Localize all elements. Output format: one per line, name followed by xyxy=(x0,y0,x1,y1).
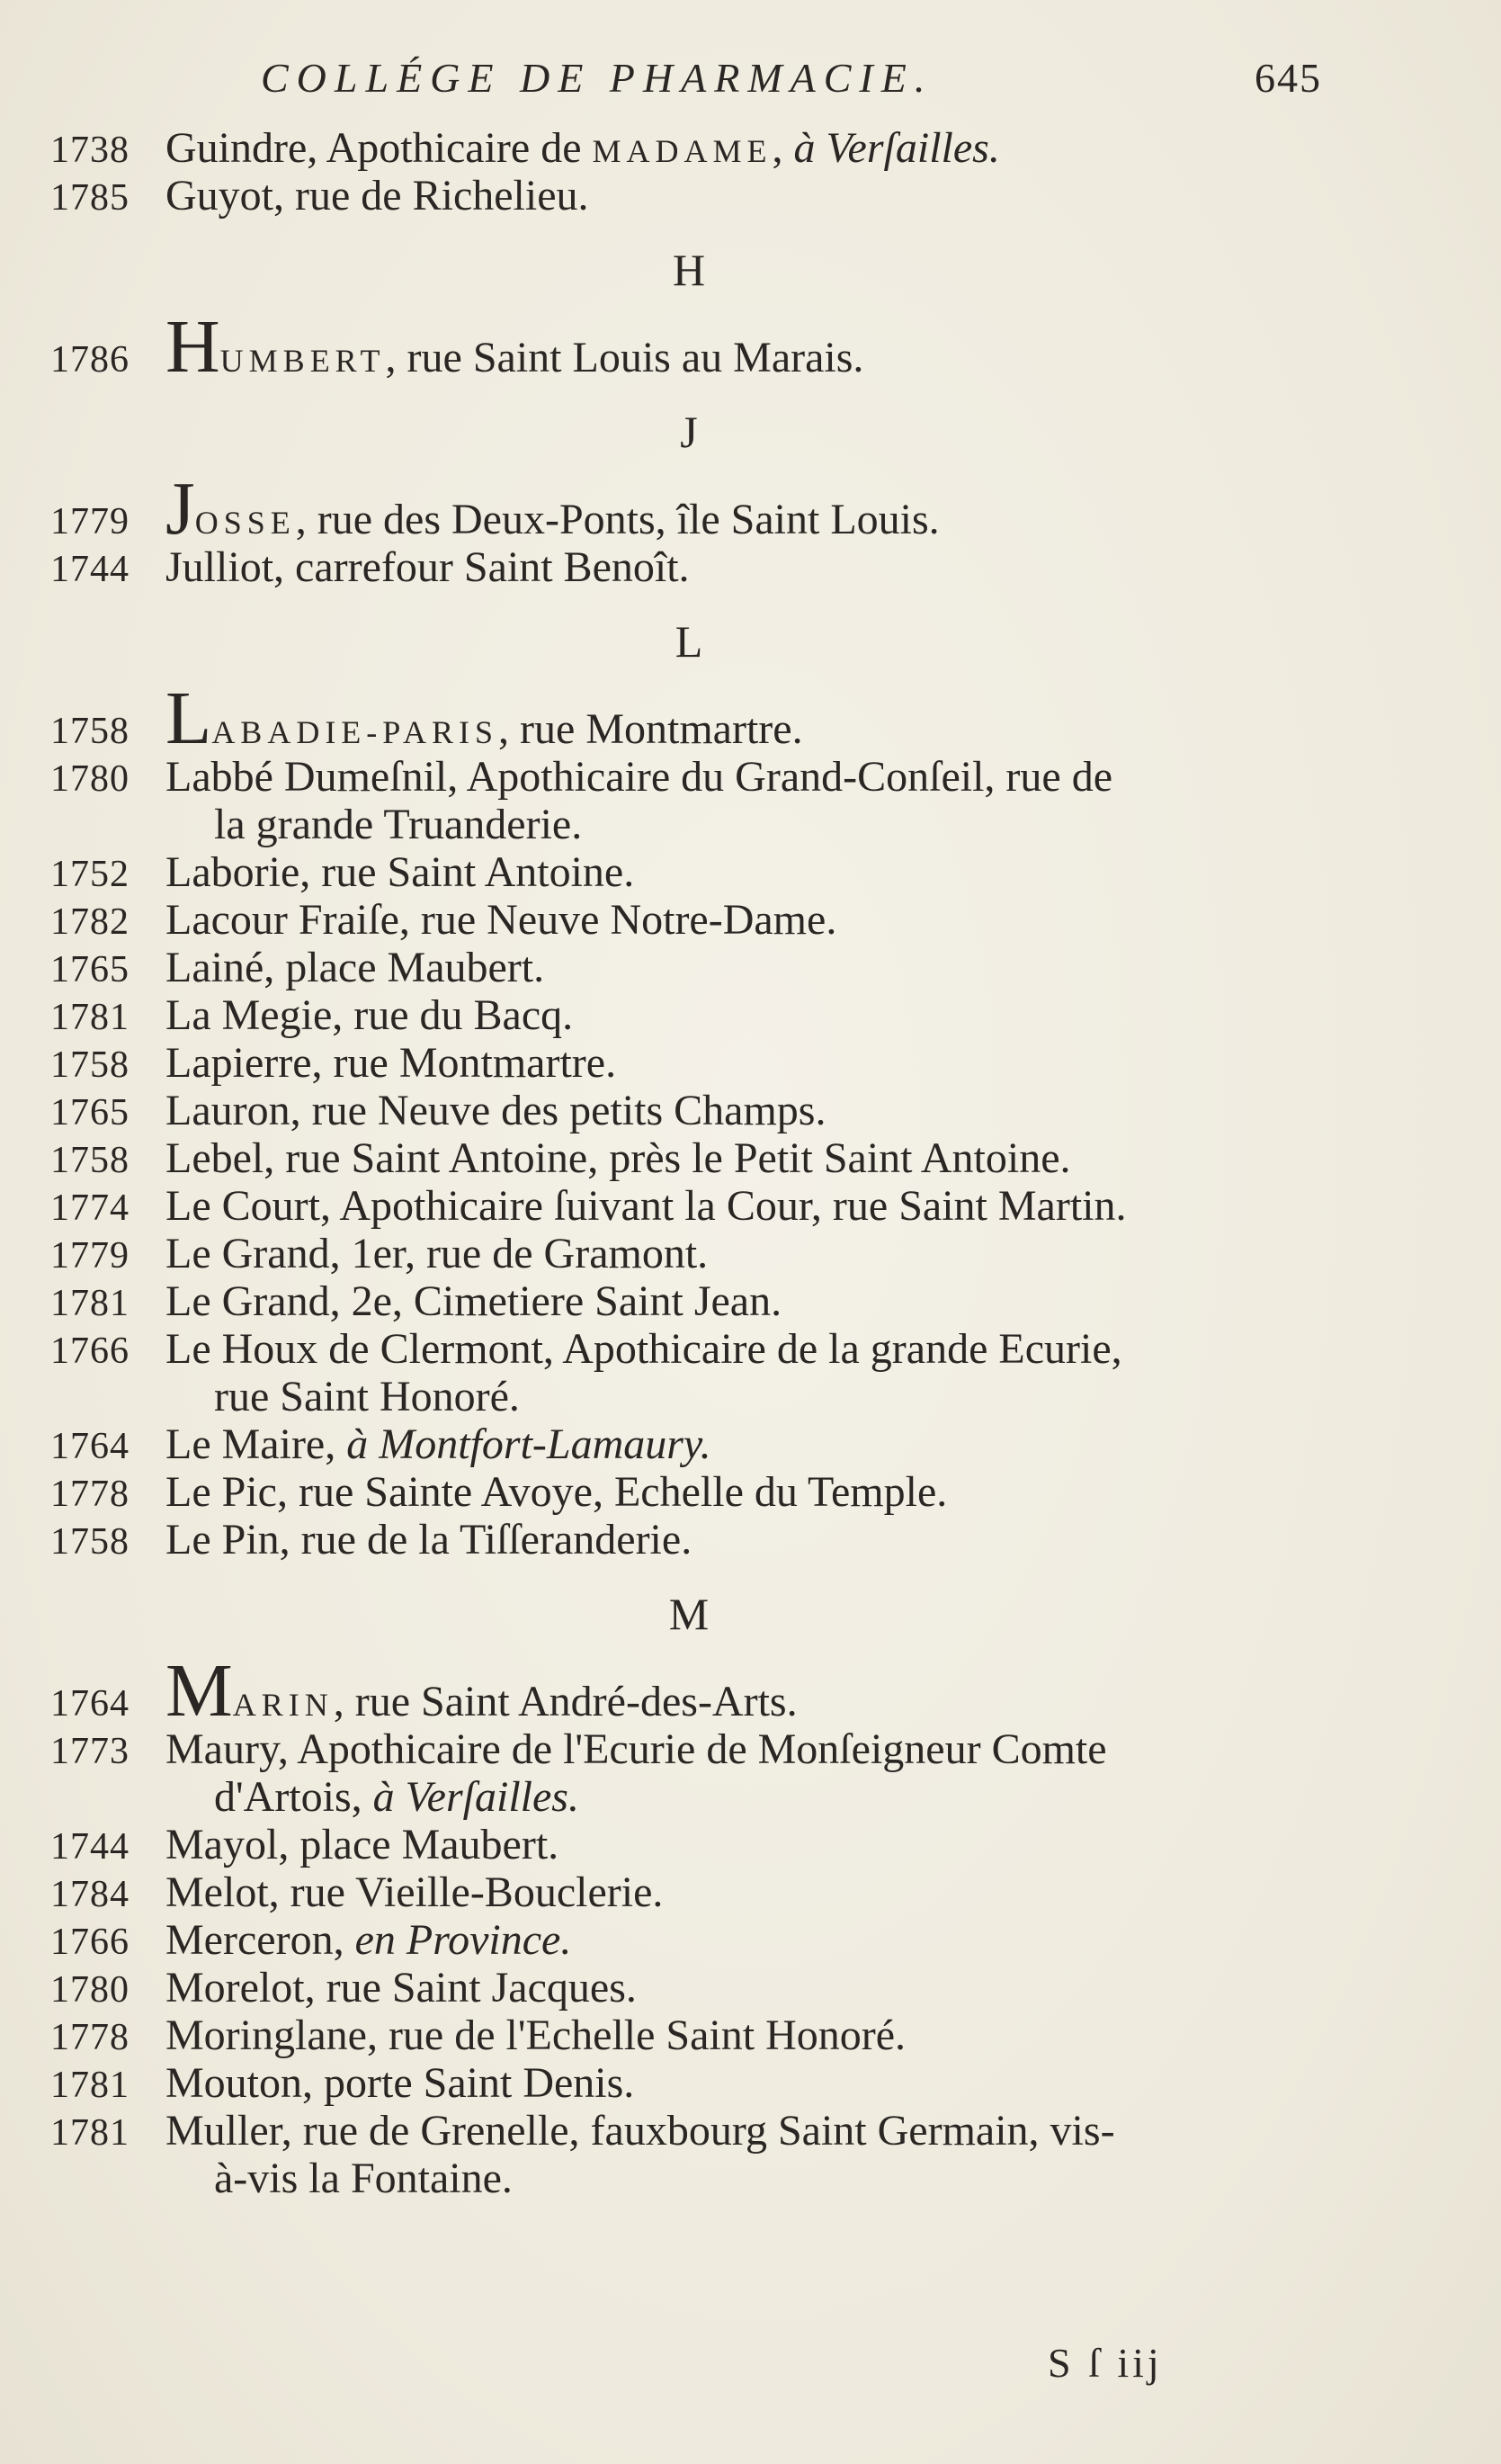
entry-small-caps: MADAME xyxy=(592,133,773,169)
list-entry xyxy=(50,2059,1453,2107)
initial-letter: M xyxy=(165,1649,233,1733)
list-entry xyxy=(50,2107,1453,2155)
entry-text: Lauron, rue Neuve des petits Champs. xyxy=(165,1087,826,1134)
list-entry xyxy=(50,1725,1453,1773)
entry-text: Le Pin, rue de la Tiſſeranderie. xyxy=(165,1516,692,1564)
list-entry xyxy=(50,1230,1453,1277)
entry-name-spaced: ARIN xyxy=(232,1687,334,1723)
entry-text: Merceron, en Province. xyxy=(165,1916,572,1964)
entry-year: 1778 xyxy=(50,1474,130,1515)
list-entry xyxy=(50,1087,1453,1134)
list-entry-lead xyxy=(50,305,1453,389)
entry-year: 1785 xyxy=(50,177,130,219)
entry-year: 1758 xyxy=(50,711,130,752)
entry-year: 1784 xyxy=(50,1874,130,1915)
entry-text: Lapierre, rue Montmartre. xyxy=(165,1039,617,1087)
entry-year: 1752 xyxy=(50,854,130,895)
running-head: COLLÉGE DE PHARMACIE. xyxy=(261,55,934,101)
entry-text: MARIN, rue Saint André-des-Arts. xyxy=(165,1649,798,1733)
entry-year: 1781 xyxy=(50,1283,130,1324)
entry-text: Mayol, place Maubert. xyxy=(165,1821,559,1868)
entry-year: 1758 xyxy=(50,1044,130,1086)
list-entry xyxy=(50,2012,1453,2059)
entry-year: 1764 xyxy=(50,1683,130,1725)
list-entry xyxy=(50,1182,1453,1230)
entry-text: Lainé, place Maubert. xyxy=(165,944,545,991)
section-letter-j: J xyxy=(680,407,698,457)
entry-text: Le Grand, 2e, Cimetiere Saint Jean. xyxy=(165,1277,782,1325)
list-entry xyxy=(50,1039,1453,1087)
entry-text: Lacour Fraiſe, rue Neuve Notre-Dame. xyxy=(165,896,837,944)
initial-letter: L xyxy=(165,676,212,760)
entry-text: Le Houx de Clermont, Apothicaire de la grande Ecurie, xyxy=(165,1325,1122,1373)
entry-name-spaced: UMBERT xyxy=(219,343,386,379)
entry-year: 1766 xyxy=(50,1922,130,1963)
entry-text: Le Grand, 1er, rue de Gramont. xyxy=(165,1230,709,1277)
initial-letter: H xyxy=(165,305,220,389)
entry-italic: à Verſailles. xyxy=(793,124,1000,172)
entry-italic: à Verſailles. xyxy=(372,1773,579,1821)
entry-text: HUMBERT, rue Saint Louis au Marais. xyxy=(165,305,864,389)
entry-year: 1773 xyxy=(50,1731,130,1772)
entry-year: 1766 xyxy=(50,1331,130,1372)
page-header xyxy=(261,54,1340,108)
list-entry xyxy=(50,1916,1453,1964)
entry-italic: en Province. xyxy=(354,1916,572,1964)
entry-year: 1774 xyxy=(50,1187,130,1229)
list-entry xyxy=(50,1821,1453,1868)
entry-text: Le Court, Apothicaire ſuivant la Cour, rue Saint Martin. xyxy=(165,1182,1127,1230)
page-number: 645 xyxy=(1255,55,1322,101)
list-entry xyxy=(50,1964,1453,2012)
list-entry xyxy=(50,896,1453,944)
initial-letter: J xyxy=(165,467,195,551)
entry-name-spaced: ABADIE-PARIS xyxy=(211,714,499,750)
entry-name-spaced: OSSE xyxy=(194,505,296,541)
entry-year: 1758 xyxy=(50,1140,130,1181)
entry-year: 1786 xyxy=(50,339,130,381)
list-entry xyxy=(50,753,1453,801)
entry-text: Labbé Dumeſnil, Apothicaire du Grand-Conſeil, rue de xyxy=(165,753,1113,801)
entry-italic: à Montfort-Lamaury. xyxy=(346,1420,711,1468)
entry-text: Lebel, rue Saint Antoine, près le Petit Saint Antoine. xyxy=(165,1134,1071,1182)
list-entry xyxy=(50,1868,1453,1916)
entry-text: Guindre, Apothicaire de MADAME, à Verſailles. xyxy=(165,124,1000,172)
entry-text: JOSSE, rue des Deux-Ponts, île Saint Louis. xyxy=(165,467,940,551)
list-entry xyxy=(50,1420,1453,1468)
entry-text: La Megie, rue du Bacq. xyxy=(165,991,574,1039)
entry-text: Laborie, rue Saint Antoine. xyxy=(165,848,635,896)
entry-text: Melot, rue Vieille-Bouclerie. xyxy=(165,1868,664,1916)
entry-year: 1764 xyxy=(50,1426,130,1467)
entry-year: 1779 xyxy=(50,501,130,542)
entry-year: 1744 xyxy=(50,1826,130,1868)
list-entry xyxy=(50,848,1453,896)
entry-continuation: d'Artois, à Verſailles. xyxy=(214,1773,579,1821)
entry-text: Moringlane, rue de l'Echelle Saint Honoré. xyxy=(165,2012,907,2059)
list-entry-lead xyxy=(50,1649,1453,1733)
entry-text: Morelot, rue Saint Jacques. xyxy=(165,1964,637,2012)
entry-text: Maury, Apothicaire de l'Ecurie de Monſeigneur Comte xyxy=(165,1725,1107,1773)
entry-year: 1780 xyxy=(50,1969,130,2011)
signature-mark: S ſ iij xyxy=(1048,2340,1163,2386)
pharmacist-list xyxy=(50,124,1453,2202)
entry-year: 1765 xyxy=(50,949,130,990)
entry-continuation: rue Saint Honoré. xyxy=(214,1373,520,1420)
list-entry xyxy=(50,991,1453,1039)
entry-text: Le Pic, rue Sainte Avoye, Echelle du Temple. xyxy=(165,1468,948,1516)
list-entry xyxy=(50,1325,1453,1373)
entry-continuation: la grande Truanderie. xyxy=(214,801,583,848)
list-entry xyxy=(50,1277,1453,1325)
entry-year: 1744 xyxy=(50,549,130,590)
section-letter-h: H xyxy=(672,245,706,295)
entry-text: Mouton, porte Saint Denis. xyxy=(165,2059,635,2107)
section-letter-m: M xyxy=(668,1589,710,1639)
section-letter-l: L xyxy=(675,616,703,667)
entry-year: 1738 xyxy=(50,130,130,171)
list-entry xyxy=(50,1134,1453,1182)
entry-year: 1779 xyxy=(50,1235,130,1277)
list-entry xyxy=(50,1516,1453,1564)
entry-continuation: à-vis la Fontaine. xyxy=(214,2155,513,2202)
entry-text: Guyot, rue de Richelieu. xyxy=(165,172,589,220)
entry-text: LABADIE-PARIS, rue Montmartre. xyxy=(165,676,803,760)
list-entry-lead xyxy=(50,467,1453,551)
entry-year: 1778 xyxy=(50,2017,130,2058)
entry-year: 1780 xyxy=(50,758,130,800)
entry-year: 1782 xyxy=(50,901,130,943)
list-entry xyxy=(50,124,1453,172)
entry-text: Julliot, carrefour Saint Benoît. xyxy=(165,543,690,591)
list-entry xyxy=(50,1468,1453,1516)
entry-year: 1758 xyxy=(50,1521,130,1563)
entry-text: Muller, rue de Grenelle, fauxbourg Saint Germain, vis- xyxy=(165,2107,1115,2155)
list-entry-lead xyxy=(50,676,1453,760)
entry-year: 1781 xyxy=(50,2112,130,2154)
list-entry xyxy=(50,172,1453,220)
entry-year: 1781 xyxy=(50,2065,130,2106)
entry-year: 1781 xyxy=(50,997,130,1038)
entry-year: 1765 xyxy=(50,1092,130,1133)
entry-text: Le Maire, à Montfort-Lamaury. xyxy=(165,1420,711,1468)
list-entry xyxy=(50,944,1453,991)
